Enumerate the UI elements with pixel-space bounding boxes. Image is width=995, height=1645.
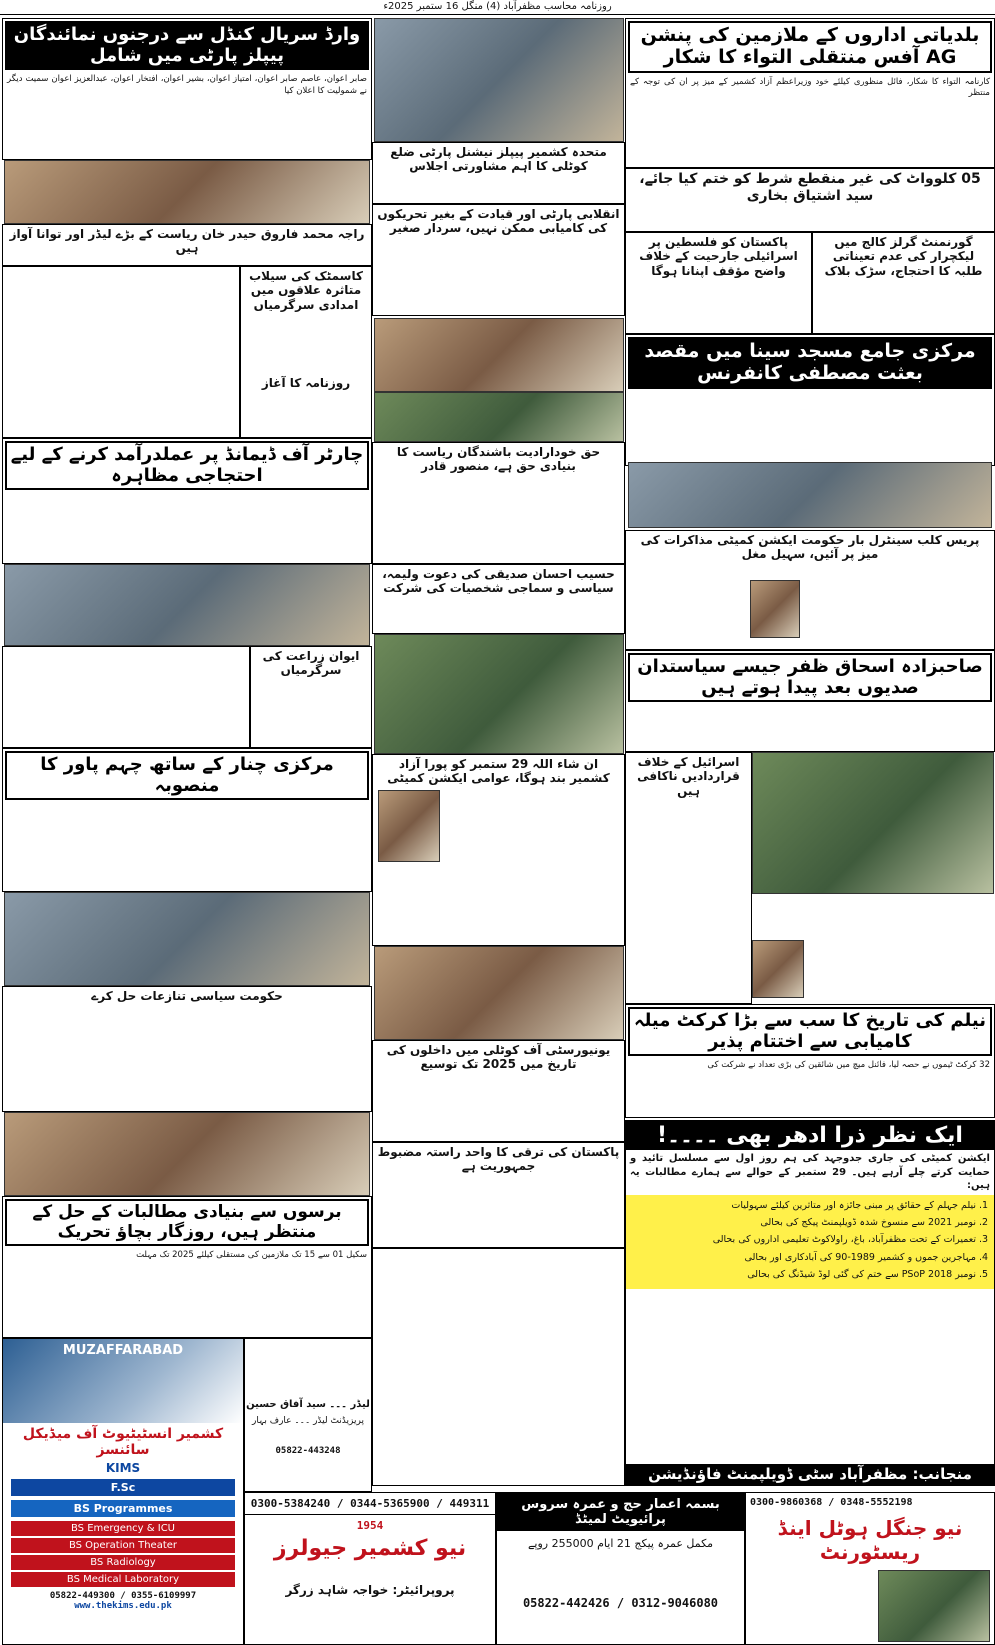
headline-israel: اسرائیل کے خلاف قراردادیں ناکافی ہیں — [637, 755, 740, 798]
photo-protest — [4, 564, 370, 646]
bs-item: BS Radiology — [11, 1555, 235, 1570]
kims-fsc: F.Sc — [11, 1479, 235, 1496]
headline-kotli-meeting: متحدہ کشمیر پیپلز نیشنل پارٹی ضلع کوٹلی کا اہم مشاورتی اجلاس — [390, 145, 607, 174]
kims-web: www.thekims.edu.pk — [74, 1601, 172, 1611]
tribute-sub: پریزیڈنٹ لیڈر ۔۔۔ عارف بہار — [252, 1416, 364, 1426]
notice-item: 1. نیلم جہلم کے حقائق پر مبنی جائزہ اور متاثرین کیلئے سہولیات — [632, 1199, 976, 1213]
bs-list — [3, 1521, 243, 1587]
headline-press-club: پریس کلب سینٹرل بار حکومت ایکشن کمیٹی مذاکرات کی میز پر آئیں، سہیل مغل — [640, 533, 980, 562]
headline-walima: حسیب احسان صدیقی کی دعوت ولیمہ، سیاسی و سماجی شخصیات کی شرکت — [382, 567, 615, 596]
notice-footer: منجانب: مظفرآباد سٹی ڈویلپمنٹ فاؤنڈیشن — [626, 1464, 994, 1485]
notice-item: 3. تعمیرات کے تحت مظفرآباد، باغ، راولاکوٹ تعلیمی اداروں کی بحالی — [632, 1233, 976, 1247]
story-self-determination — [372, 442, 625, 564]
photo-vehicles — [374, 392, 624, 442]
headline-pension: بلدیاتی اداروں کے ملازمین کی پنشن AG آفس منتقلی التواء کا شکار — [628, 21, 992, 73]
bs-item: BS Medical Laboratory — [11, 1572, 235, 1587]
story-misc — [372, 1248, 625, 1486]
story-walima — [372, 564, 625, 634]
story-ishaq-zafar — [625, 650, 995, 752]
story-conference — [625, 334, 995, 466]
notice-box — [625, 1120, 995, 1486]
bs-item: BS Operation Theater — [11, 1538, 235, 1553]
headline-employment: برسوں سے بنیادی مطالبات کے حل کے منتظر ہیں، روزگار بچاؤ تحریک — [5, 1199, 369, 1246]
story-pension — [625, 18, 995, 168]
story-pension-text: کارنامہ التواء کا شکار، فائل منظوری کیلئے خود وزیراعظم آزاد کشمیر کے میز پر ان کی توجہ کے منتظر — [630, 76, 990, 99]
photo-elders — [4, 1112, 370, 1196]
story-press-club — [625, 530, 995, 650]
photo-portrait-3 — [378, 790, 440, 862]
story-kotli-meeting — [372, 142, 625, 204]
photo-gathering — [374, 318, 624, 392]
notice-list — [628, 1199, 992, 1282]
story-college — [812, 232, 995, 334]
headline-conference: مرکزی جامع مسجد سینا میں مقصد بعثت مصطفی کانفرنس — [628, 337, 992, 389]
hajj-phones: 05822-442426 / 0312-9046080 — [522, 1596, 719, 1610]
tribute-phone: 05822-443248 — [275, 1446, 341, 1456]
photo-conference — [628, 462, 992, 528]
headline-university: یونیورسٹی آف کوٹلی میں داخلوں کی تاریخ میں 2025 تک توسیع — [386, 1043, 611, 1072]
headline-college: گورنمنٹ گرلز کالج میں لیکچرار کی عدم تعیناتی طلبہ کا احتجاج، سڑک بلاک — [824, 235, 983, 278]
headline-launch: روزنامہ کا آغاز — [261, 376, 351, 391]
story-pakistan — [625, 232, 812, 334]
notice-title: ایک نظر ذرا ادھر بھی ۔۔۔۔! — [626, 1121, 994, 1150]
story-political — [2, 986, 372, 1112]
headline-ppp-joining: وارڈ سریال کنڈل سے درجنوں نمائندگان پیپلز پارٹی میں شامل — [5, 21, 369, 70]
notice-item: 5. نومبر 2018 PSoP سے ختم کی گئی لوڈ شیڈنگ کی بحالی — [632, 1268, 976, 1282]
kims-phones: 05822-449300 / 0355-6109997 — [49, 1591, 197, 1601]
kims-title: کشمیر انسٹیٹیوٹ آف میڈیکل سائنسز — [3, 1423, 243, 1461]
photo-joining — [4, 160, 370, 224]
kims-short: KIMS — [105, 1461, 141, 1475]
photo-kims-press — [3, 1339, 243, 1423]
headline-strike: ان شاء اللہ 29 ستمبر کو پورا آزاد کشمیر بند ہوگا، عوامی ایکشن کمیٹی — [387, 757, 610, 786]
headline-relief: کاسمٹک کی سیلاب متاثرہ علاقوں میں امدادی سرگرمیاں — [249, 269, 363, 312]
headline-bukhari: 05 کلوواٹ کی غیر منقطع شرط کو ختم کیا جائے، سید اشتیاق بخاری — [639, 171, 981, 204]
story-cricket-text: 32 کرکٹ ٹیموں نے حصہ لیا، فائنل میچ میں شائقین کی بڑی تعداد نے شرکت کی — [707, 1060, 990, 1071]
photo-portrait-2 — [752, 940, 804, 998]
ad-hajj — [496, 1492, 745, 1645]
ad-hotel — [745, 1492, 995, 1645]
story-democracy — [372, 1142, 625, 1248]
photo-hotel — [878, 1570, 990, 1642]
story-party — [372, 204, 625, 316]
story-employment — [2, 1196, 372, 1338]
jewel-year: 1954 — [356, 1519, 384, 1532]
bs-title: BS Programmes — [11, 1500, 235, 1517]
story-agriculture — [250, 646, 372, 748]
photo-garlands — [4, 892, 370, 986]
photo-dua — [374, 946, 624, 1040]
kims-banner: MUZAFFARABAD — [62, 1343, 184, 1358]
story-relief — [240, 266, 372, 438]
story-ppp-joining-text: صابر اعوان، عاصم صابر اعوان، امتیاز اعوان، بشیر اعوان، افتخار اعوان، عبدالعزیز اعوان سمیت دیگر نے شمولیت کا اعلان کیا — [7, 74, 367, 96]
story-farooq-haider — [2, 224, 372, 266]
jewel-prop: پروپرائیٹر: خواجہ شاہد زرگر — [285, 1583, 455, 1597]
bs-item: BS Emergency & ICU — [11, 1521, 235, 1536]
story-left-misc-2 — [2, 646, 250, 748]
masthead: روزنامہ محاسب مظفرآباد (4) منگل 16 ستمبر 2025ء — [0, 0, 995, 15]
story-israel — [625, 752, 752, 1004]
hajj-line: مکمل عمرہ پیکج 21 ایام 255000 روپے — [527, 1537, 714, 1550]
notice-item: 2. نومبر 2021 سے منسوخ شدہ ڈویلپمنٹ پیکج کی بحالی — [632, 1216, 976, 1230]
photo-meeting — [374, 18, 624, 142]
headline-agriculture: ایوان زراعت کی سرگرمیاں — [262, 649, 360, 678]
photo-group — [374, 634, 624, 754]
jewel-phones: 0300-5384240 / 0344-5365900 / 449311 — [245, 1493, 495, 1515]
story-cricket — [625, 1004, 995, 1118]
story-chinar — [2, 748, 372, 892]
headline-ishaq-zafar: صاحبزادہ اسحاق ظفر جیسے سیاستدان صدیوں بعد پیدا ہوتے ہیں — [628, 653, 992, 702]
photo-graveside — [752, 752, 994, 894]
headline-farooq-haider: راجہ محمد فاروق حیدر خان ریاست کے بڑے لیڈر اور توانا آواز ہیں — [9, 227, 365, 256]
story-bukhari — [625, 168, 995, 232]
headline-democracy: پاکستان کی ترقی کا واحد راستہ مضبوط جمہوریت ہے — [377, 1145, 620, 1174]
notice-intro: ایکشن کمیٹی کی جاری جدوجہد کی ہم روز اول سے مسلسل تائید و حمایت کرتے چلے آرہے ہیں۔ 29 ستمبر کے حوالے سے ہمارے مطالبات یہ ہیں: — [630, 1153, 991, 1192]
story-left-misc — [2, 266, 240, 438]
tribute-title: لیڈر ۔۔۔ سید آفاق حسین — [246, 1399, 370, 1410]
story-university — [372, 1040, 625, 1142]
headline-party: انقلابی پارٹی اور قیادت کے بغیر تحریکوں کی کامیابی ممکن نہیں، سردار صغیر — [377, 207, 620, 236]
headline-pakistan: پاکستان کو فلسطین پر اسرائیلی جارحیت کے خلاف واضح مؤقف اپنانا ہوگا — [639, 235, 798, 278]
headline-self-determination: حق خودارادیت باشندگان ریاست کا بنیادی حق ہے، منصور قادر — [396, 445, 601, 474]
photo-portrait-1 — [750, 580, 800, 638]
headline-chinar: مرکزی چنار کے ساتھ چہم پاور کا منصوبہ — [5, 751, 369, 800]
notice-list-area — [626, 1195, 994, 1289]
headline-cricket: نیلم کی تاریخ کا سب سے بڑا کرکٹ میلہ کامیابی سے اختتام پذیر — [628, 1007, 992, 1056]
headline-political: حکومت سیاسی تنازعات حل کرے — [91, 989, 283, 1003]
notice-item: 4. مہاجرین جموں و کشمیر 1989-90 کی آبادکاری اور بحالی — [632, 1251, 976, 1265]
ad-kims — [2, 1338, 244, 1645]
hotel-title: نیو جنگل ہوٹل اینڈ ریسٹورنٹ — [777, 1516, 963, 1564]
hotel-phones: 0300-9860368 / 0348-5552198 — [750, 1497, 913, 1508]
story-employment-text: سکیل 01 سے 15 تک ملازمین کی مستقلی کیلئے 2025 تک مہلت — [136, 1250, 367, 1261]
ad-tribute — [244, 1338, 372, 1492]
ad-jewellers — [244, 1492, 496, 1645]
hajj-title: بسمہ اعمار حج و عمرہ سروس پرائیویٹ لمیٹڈ — [497, 1493, 744, 1531]
story-ppp-joining — [2, 18, 372, 160]
jewel-title: نیو کشمیر جیولرز — [273, 1536, 467, 1561]
story-charter — [2, 438, 372, 564]
headline-charter: چارٹر آف ڈیمانڈ پر عملدرآمد کرنے کے لیے احتجاجی مظاہرہ — [5, 441, 369, 490]
